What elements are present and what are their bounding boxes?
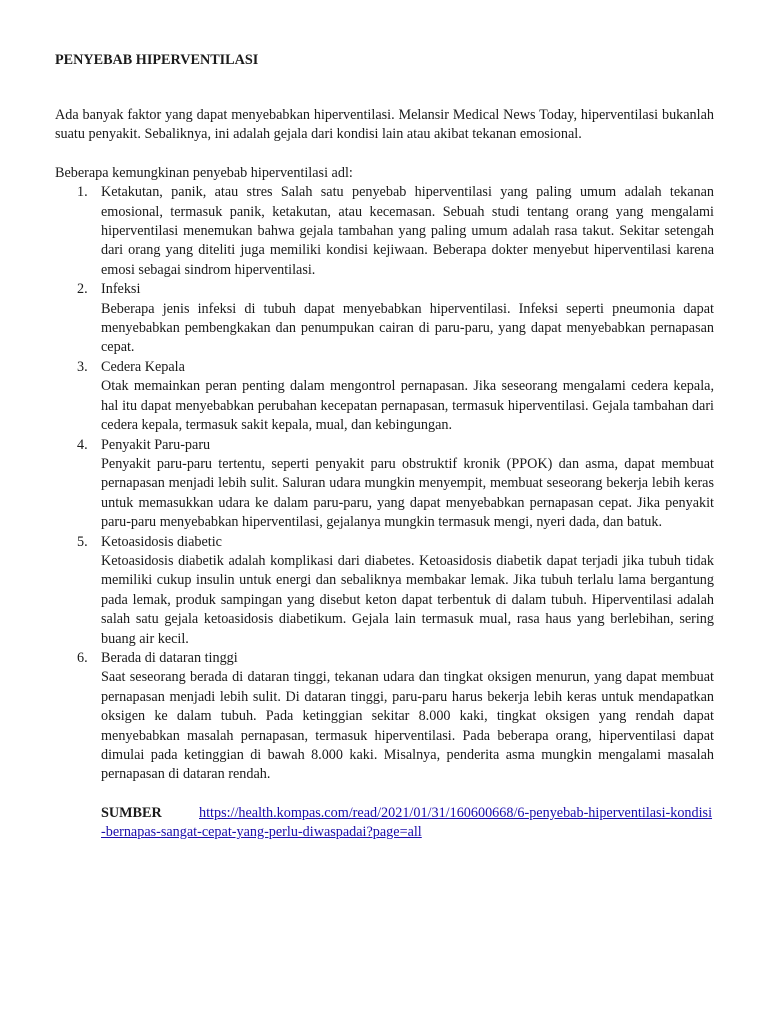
list-item-body: Penyakit paru-paru tertentu, seperti penyakit paru obstruktif kronik (PPOK) dan asma, dapat membuat pernapasan menjadi lebih sulit. Saluran udara mungkin menyempit, membuat seseorang bekerja lebih keras untuk memasukkan udara ke dalam paru-paru, yang dapat menyebabkan pernapasan cepat. Jika penyakit paru-paru menyebabkan hiperventilasi, gejalanya mungkin termasuk mengi, nyeri dada, dan batuk. [101, 455, 714, 531]
list-item [55, 436, 714, 533]
list-item-title: Ketakutan, panik, atau stres [101, 184, 273, 201]
source-citation [55, 804, 714, 843]
document-title: PENYEBAB HIPERVENTILASI [55, 52, 259, 68]
source-label: SUMBER [101, 804, 162, 821]
list-item-number: 1. [77, 184, 88, 201]
list-item-number: 5. [77, 533, 88, 550]
list-item-text [101, 183, 714, 280]
intro-paragraph: Ada banyak faktor yang dapat menyebabkan hiperventilasi. Melansir Medical News Today, hiperventilasi bukanlah suatu penyakit. Sebaliknya, ini adalah gejala dari kondisi lain atau akibat tekanan emosional. [55, 107, 714, 143]
list-item-number: 3. [77, 358, 88, 375]
list-item-number: 4. [77, 436, 88, 453]
list-item-number: 6. [77, 649, 88, 666]
causes-list [55, 183, 714, 785]
list-item-title: Ketoasidosis diabetic [101, 533, 222, 550]
list-item-body: Beberapa jenis infeksi di tubuh dapat menyebabkan hiperventilasi. Infeksi seperti pneumonia dapat menyebabkan pembengkakan dan penumpukan cairan di paru-paru, yang dapat menyebabkan pernapasan cepat. [101, 300, 714, 356]
list-item-body: Saat seseorang berada di dataran tinggi, tekanan udara dan tingkat oksigen menurun, yang dapat membuat pernapasan menjadi lebih sulit. Di dataran tinggi, paru-paru harus bekerja lebih keras untuk mendapatkan oksigen ke dalam tubuh. Pada ketinggian sekitar 8.000 kaki, tingkat oksigen yang rendah dapat menyebabkan masalah pernapasan, termasuk hiperventilasi. Pada beberapa orang, hiperventilasi dapat dimulai pada ketinggian di bawah 8.000 kaki. Misalnya, penderita asma mungkin mengalami masalah pernapasan di dataran rendah. [101, 669, 714, 783]
list-item-title: Penyakit Paru-paru [101, 436, 211, 453]
list-item-number: 2. [77, 281, 88, 298]
list-item-title: Cedera Kepala [101, 358, 185, 375]
list-lead-text: Beberapa kemungkinan penyebab hiperventilasi adl: [55, 164, 353, 181]
list-item [55, 649, 714, 785]
list-item [55, 358, 714, 436]
list-item-body: Ketoasidosis diabetik adalah komplikasi dari diabetes. Ketoasidosis diabetik dapat terjadi jika tubuh tidak memiliki cukup insulin untuk energi dan sebaliknya membakar lemak. Jika tubuh terlalu lama bergantung pada lemak, produk sampingan yang disebut keton dapat terbentuk di dalam tubuh. Hiperventilasi adalah salah satu gejala ketoasidosis diabetikum. Gejala lain termasuk mual, rasa haus yang berlebihan, sering buang air kecil. [101, 552, 714, 647]
source-link[interactable]: https://health.kompas.com/read/2021/01/31/160600668/6-penyebab-hiperventilasi-kondisi-bernapas-sangat-cepat-yang-perlu-diwaspadai?page=all [101, 804, 713, 841]
list-item [55, 280, 714, 358]
list-item [55, 183, 714, 280]
list-item [55, 533, 714, 649]
list-item-title: Berada di dataran tinggi [101, 649, 238, 666]
list-item-title: Infeksi [101, 281, 141, 298]
document-page [55, 51, 714, 843]
list-item-body: Otak memainkan peran penting dalam mengontrol pernapasan. Jika seseorang mengalami cedera kepala, hal itu dapat menyebabkan perubahan kecepatan pernapasan, termasuk hiperventilasi. Gejala tambahan dari cedera kepala, termasuk sakit kepala, mual, dan kebingungan. [101, 378, 714, 434]
list-item-body: Salah satu penyebab hiperventilasi yang paling umum adalah tekanan emosional, termasuk panik, ketakutan, atau kecemasan. Sebuah studi tentang orang yang mengalami hiperventilasi menemukan bahwa gejala tambahan yang paling umum adalah rasa takut. Sekitar setengah dari orang yang diteliti juga memiliki kondisi kejiwaan. Beberapa dokter menyebut hiperventilasi karena emosi sebagai sindrom hiperventilasi. [101, 184, 715, 278]
